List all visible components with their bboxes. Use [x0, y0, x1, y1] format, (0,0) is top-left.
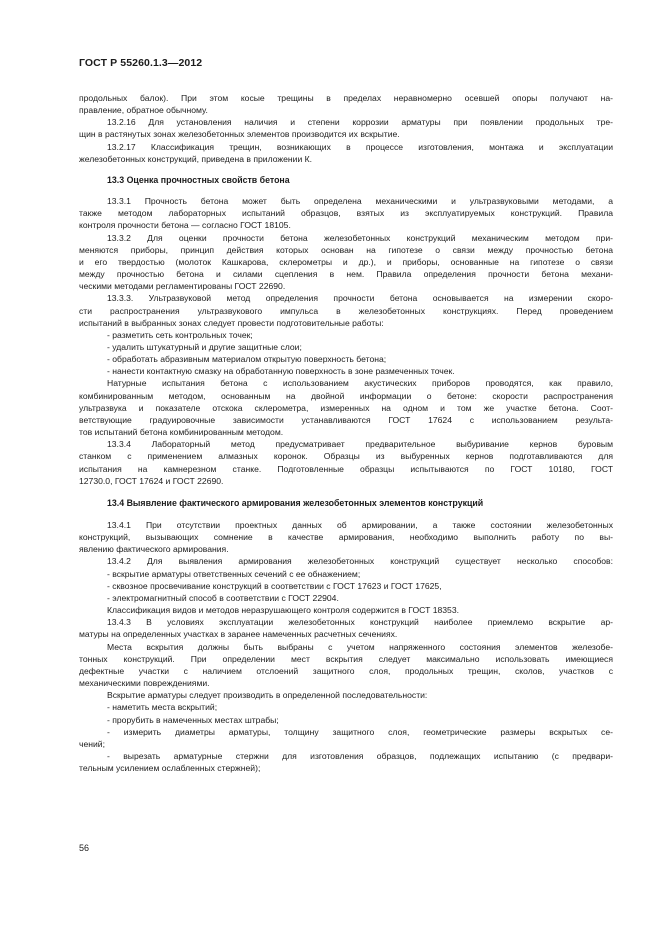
document-header: ГОСТ Р 55260.1.3—2012: [79, 57, 203, 69]
text-line: станком с применением алмазных коронок. Образцы из выбуренных кернов подготавливаются для: [79, 451, 613, 462]
section-heading-13-3: 13.3 Оценка прочностных свойств бетона: [107, 174, 290, 185]
text-line: испытаний в выбранных зонах следует провести подготовительные работы:: [79, 317, 384, 328]
text-line: конструкций, вызывающих сомнение в качестве армирования, необходимо выполнить работу по вы-: [79, 532, 613, 543]
text-line: 13.3.2 Для оценки прочности бетона железобетонных конструкций механическим методом при-: [107, 232, 613, 243]
text-line: Натурные испытания бетона с использованием акустических приборов проводятся, как правило,: [107, 378, 613, 389]
text-line: между прочностью бетона и силами сцепления в нем. Правила определения прочности бетона механи-: [79, 269, 613, 280]
list-item: - вскрытие арматуры ответственных сечений с ее обнажением;: [107, 568, 361, 579]
text-line: чений;: [79, 738, 105, 749]
text-line: щин в растянутых зонах железобетонных элементов производится их вскрытие.: [79, 129, 400, 140]
list-item: - сквозное просвечивание конструкций в соответствии с ГОСТ 17623 и ГОСТ 17625,: [107, 580, 442, 591]
text-line: испытания на камнерезном станке. Подготовленные образцы испытываются по ГОСТ 10180, ГОСТ: [79, 463, 613, 474]
list-item: - наметить места вскрытий;: [107, 702, 218, 713]
text-line: матуры на определенных участках в заранее намеченных расчетных сечениях.: [79, 629, 398, 640]
list-item: - вырезать арматурные стержни для изготовления образцов, подлежащих испытанию (с предвари-: [107, 750, 613, 761]
list-item: - прорубить в намеченных местах штрабы;: [107, 714, 279, 725]
text-line: 13.4.2 Для выявления армирования железобетонных конструкций существует несколько способов:: [107, 556, 613, 567]
section-heading-13-4: 13.4 Выявление фактического армирования железобетонных элементов конструкций: [107, 497, 484, 508]
text-line: Классификация видов и методов неразрушающего контроля содержится в ГОСТ 18353.: [107, 605, 460, 616]
text-line: тельным усилением ослабленных стержней);: [79, 763, 261, 774]
list-item: - электромагнитный способ в соответствии с ГОСТ 22904.: [107, 592, 339, 603]
text-line: ветствующие градуировочные зависимости устанавливаются ГОСТ 17624 с использованием результа-: [79, 414, 613, 425]
text-line: ультразвука и показателе отскока склерометра, измеренных на одном и том же участке бетона. Соот-: [79, 402, 613, 413]
text-line: также методом лабораторных испытаний образцов, взятых из эксплуатируемых конструкций. Правила: [79, 208, 613, 219]
list-item: - нанести контактную смазку на обработанную поверхность в зоне размеченных точек.: [107, 366, 455, 377]
text-line: тонных конструкций. При определении мест вскрытия следует максимально использовать имеющиеся: [79, 653, 613, 664]
text-line: меняются приборы, принцип действия которых основан на гипотезе о связи между прочностью бетона: [79, 244, 613, 255]
text-line: 13.4.3 В условиях эксплуатации железобетонных конструкций наиболее приемлемо вскрытие ар-: [107, 617, 613, 628]
text-line: Места вскрытия должны быть выбраны с учетом напряженного состояния элементов железобе-: [107, 641, 613, 652]
text-line: комбинированным методом, основанным на двойной информации о бетоне: скорости распространения: [79, 390, 613, 401]
text-line: явлению фактического армирования.: [79, 544, 229, 555]
text-line: 13.3.3. Ультразвуковой метод определения прочности бетона основывается на измерении скоро-: [107, 293, 613, 304]
list-item: - удалить штукатурный и другие защитные слои;: [107, 341, 302, 352]
list-item: - измерить диаметры арматуры, толщину защитного слоя, геометрические размеры вскрытых се-: [107, 726, 613, 737]
text-line: 13.4.1 При отсутствии проектных данных об армировании, а также состоянии железобетонных: [107, 520, 613, 530]
text-line: дефектные участки с наличием отслоений защитного слоя, продольных трещин, сколов, участков с: [79, 665, 613, 676]
text-line: 12730.0, ГОСТ 17624 и ГОСТ 22690.: [79, 475, 224, 486]
text-line: железобетонных конструкций, приведена в приложении К.: [79, 153, 313, 164]
list-item: - обработать абразивным материалом открытую поверхность бетона;: [107, 354, 387, 365]
text-line: 13.2.17 Классификация трещин, возникающих в процессе изготовления, монтажа и эксплуатации: [107, 141, 613, 152]
page-body: [79, 92, 613, 774]
text-line: механическими повреждениями.: [79, 678, 210, 689]
text-line: сти распространения ультразвукового импульса в железобетонных конструкциях. Перед проведением: [79, 305, 613, 316]
text-line: правление, обратное обычному.: [79, 105, 208, 116]
text-line: тов испытаний бетона комбинированным методом.: [79, 427, 284, 438]
page-number: 56: [79, 843, 90, 853]
text-line: 13.2.16 Для установления наличия и степени коррозии арматуры при появлении продольных тре-: [107, 117, 613, 128]
text-line: контроля прочности бетона — согласно ГОСТ 18105.: [79, 220, 291, 231]
text-line: 13.3.4 Лабораторный метод предусматривает предварительное выбуривание кернов буровым: [107, 439, 613, 450]
list-item: - разметить сеть контрольных точек;: [107, 329, 253, 340]
text-line: и его твердостью (молоток Кашкарова, склерометры и др.), и приборы, основанные на гипотезе о связи: [79, 256, 613, 267]
text-line: продольных балок). При этом косые трещины в пределах неравномерно осевшей опоры получают на-: [79, 93, 613, 103]
text-line: ческими методами регламентированы ГОСТ 22690.: [79, 281, 286, 292]
text-line: Вскрытие арматуры следует производить в определенной последовательности:: [107, 690, 428, 701]
text-line: 13.3.1 Прочность бетона может быть определена механическими и ультразвуковыми методами, а: [107, 196, 613, 207]
